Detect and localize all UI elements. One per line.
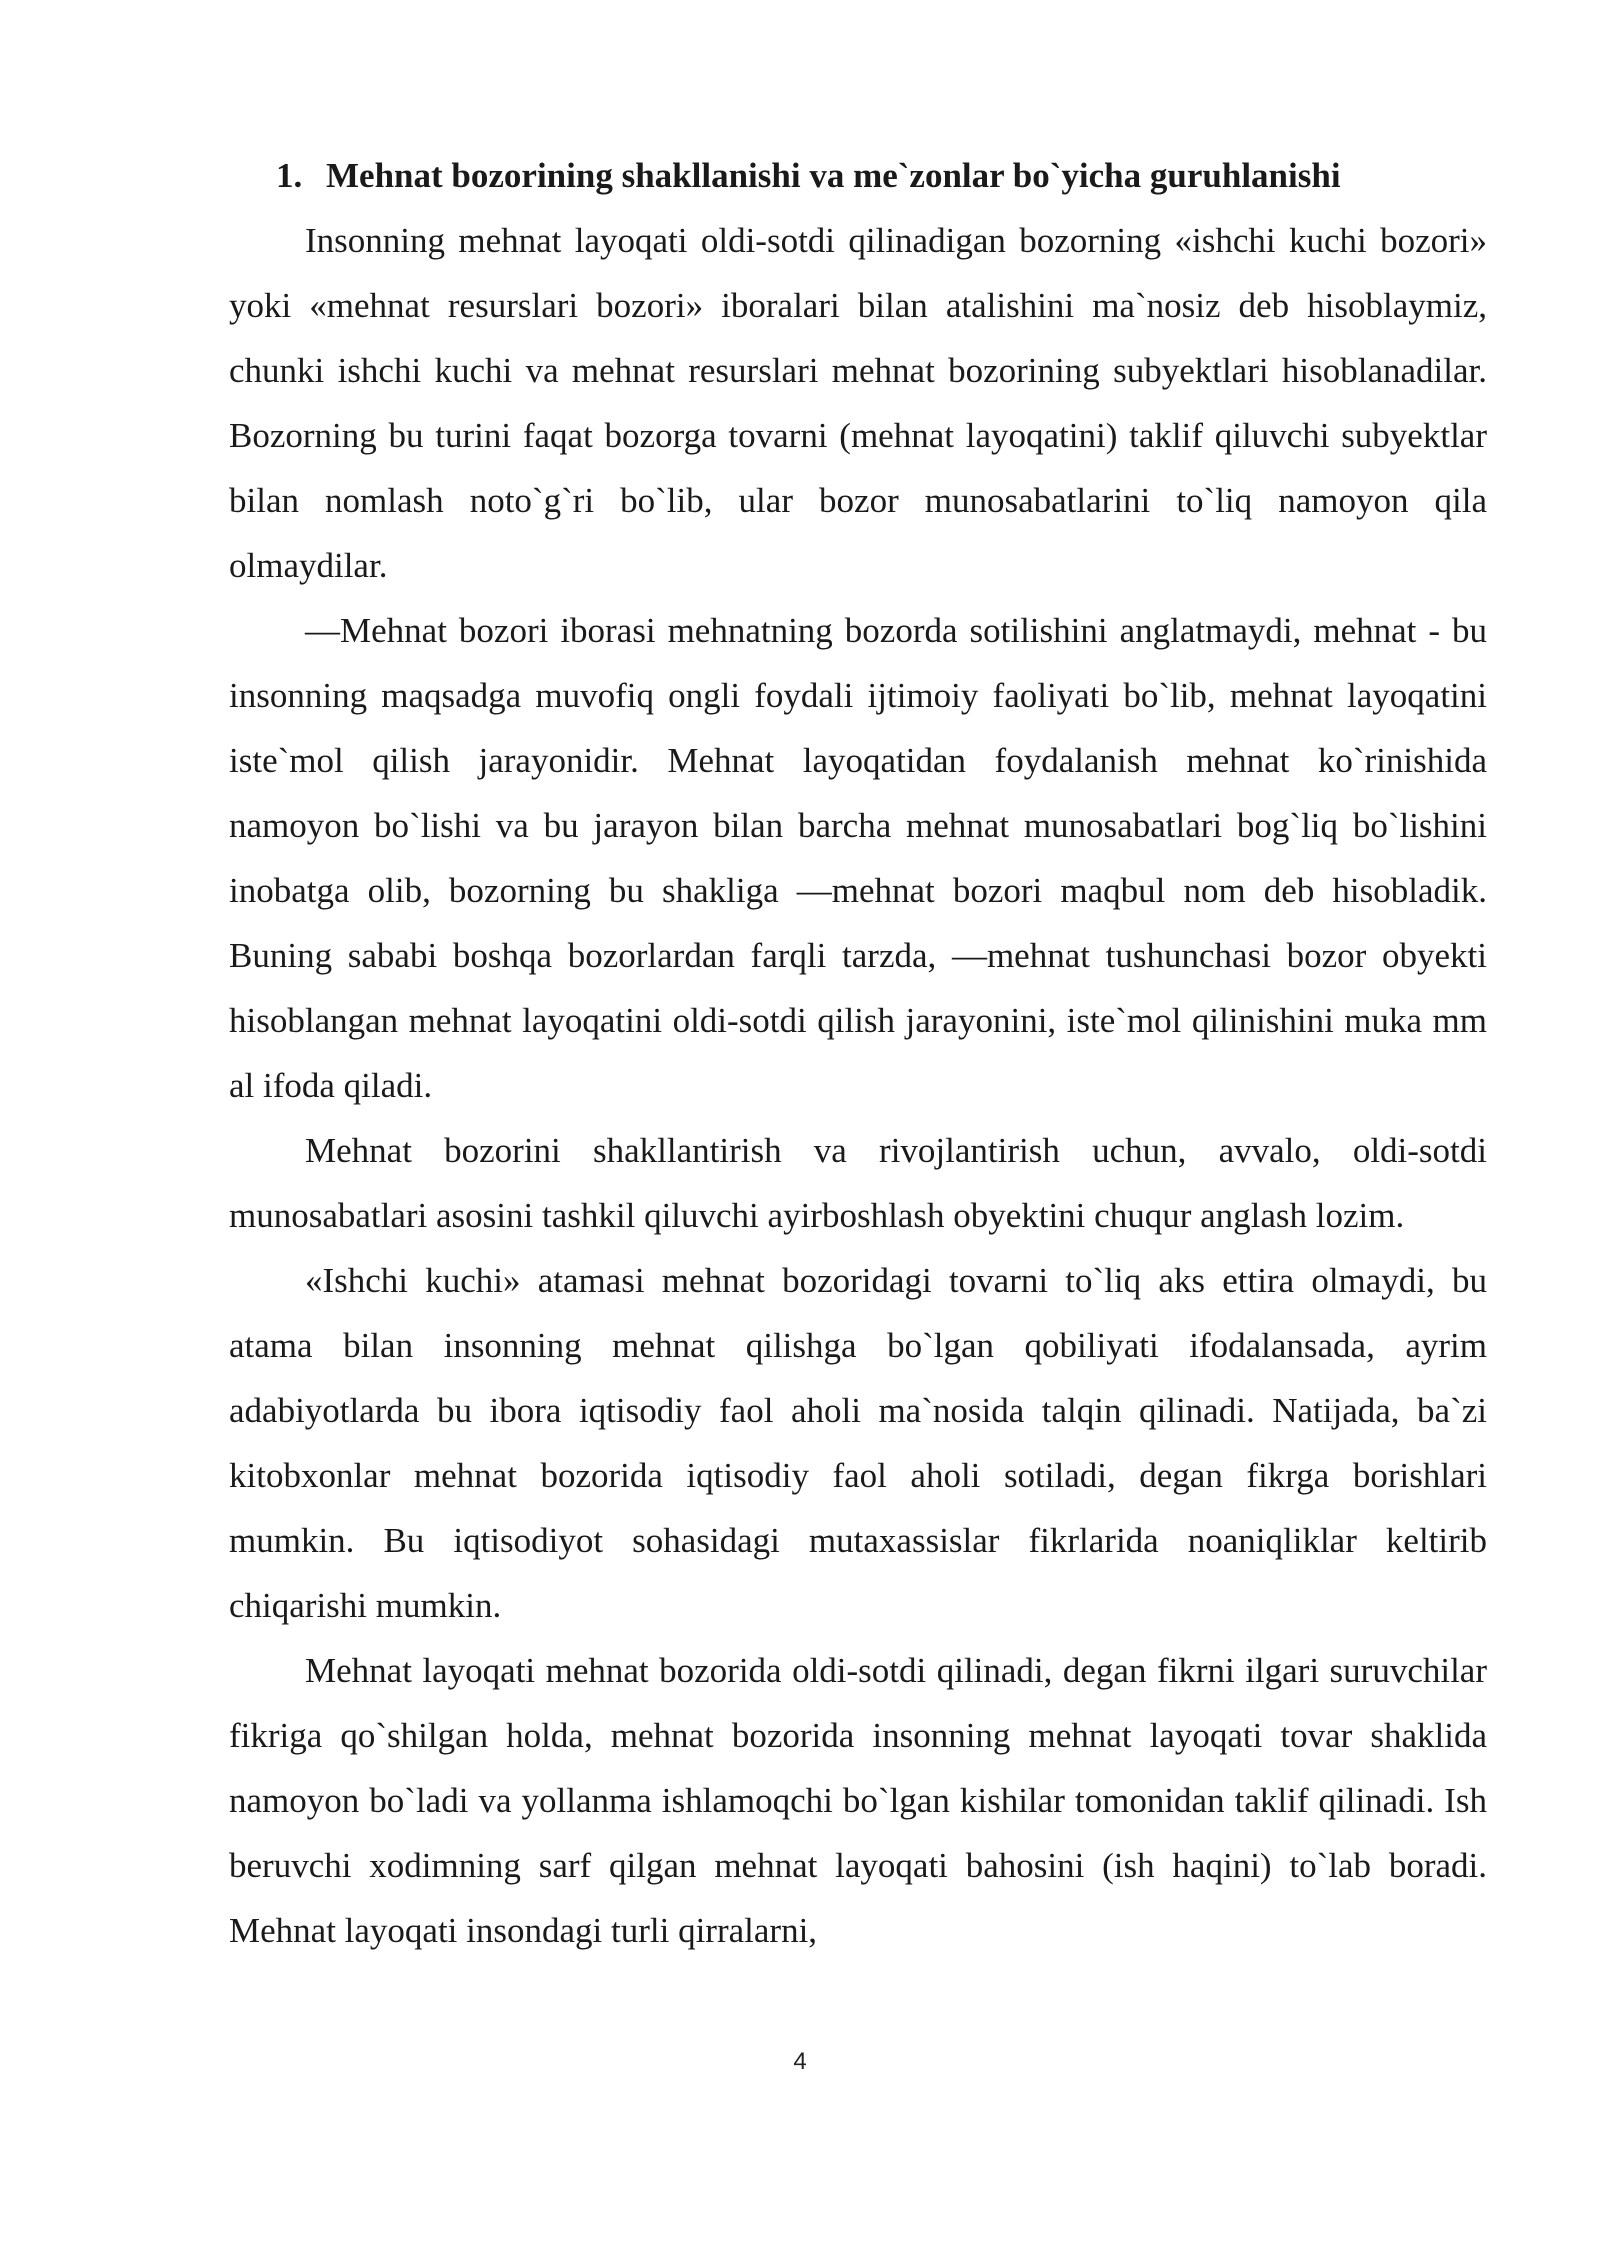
section-title: Mehnat bozorining shakllanishi va me`zonlar bo`yicha guruhlanishi (326, 156, 1341, 195)
page-number: 4 (793, 2048, 807, 2075)
paragraph-5: Mehnat layoqati mehnat bozorida oldi-sotdi qilinadi, degan fikrni ilgari suruvchilar fikriga qo`shilgan holda, mehnat bozorida insonning mehnat layoqati tovar shaklida namoyon bo`ladi va yollanma ishlamoqchi bo`lgan kishilar tomonidan taklif qilinadi. Ish beruvchi xodimning sarf qilgan mehnat layoqati bahosini (ish haqini) to`lab boradi. Mehnat layoqati insondagi turli qirralarni, (229, 1651, 1487, 1950)
section-number: 1. (276, 156, 303, 195)
paragraph-1: Insonning mehnat layoqati oldi-sotdi qilinadigan bozorning «ishchi kuchi bozori» yoki «mehnat resurslari bozori» iboralari bilan atalishini ma`nosiz deb hisoblaymiz, chunki ishchi kuchi va mehnat resurslari mehnat bozorining subyektlari hisoblanadilar. Bozorning bu turini faqat bozorga tovarni (mehnat layoqatini) taklif qiluvchi subyektlar bilan nomlash noto`g`ri bo`lib, ular bozor munosabatlarini to`liq namoyon qila olmaydilar. (229, 221, 1487, 585)
section-heading (276, 150, 1476, 202)
paragraph-2: ―Mehnat bozori iborasi mehnatning bozorda sotilishini anglatmaydi, mehnat - bu insonning maqsadga muvofiq ongli foydali ijtimoiy faoliyati bo`lib, mehnat layoqatini iste`mol qilish jarayonidir. Mehnat layoqatidan foydalanish mehnat ko`rinishida namoyon bo`lishi va bu jarayon bilan barcha mehnat munosabatlari bog`liq bo`lishini inobatga olib, bozorning bu shakliga ―mehnat bozori maqbul nom deb hisobladik. Buning sababi boshqa bozorlardan farqli tarzda, ―mehnat tushunchasi bozor obyekti hisoblangan mehnat layoqatini oldi-sotdi qilish jarayonini, iste`mol qilinishini muka mm al ifoda qiladi. (229, 611, 1487, 1105)
body-text (229, 208, 1487, 1963)
paragraph-4: «Ishchi kuchi» atamasi mehnat bozoridagi tovarni to`liq aks ettira olmaydi, bu atama bilan insonning mehnat qilishga bo`lgan qobiliyati ifodalansada, ayrim adabiyotlarda bu ibora iqtisodiy faol aholi ma`nosida talqin qilinadi. Natijada, ba`zi kitobxonlar mehnat bozorida iqtisodiy faol aholi sotiladi, degan fikrga borishlari mumkin. Bu iqtisodiyot sohasidagi mutaxassislar fikrlarida noaniqliklar keltirib chiqarishi mumkin. (229, 1261, 1487, 1625)
paragraph-3: Mehnat bozorini shakllantirish va rivojlantirish uchun, avvalo, oldi-sotdi munosabatlari asosini tashkil qiluvchi ayirboshlash obyektini chuqur anglash lozim. (229, 1131, 1487, 1235)
